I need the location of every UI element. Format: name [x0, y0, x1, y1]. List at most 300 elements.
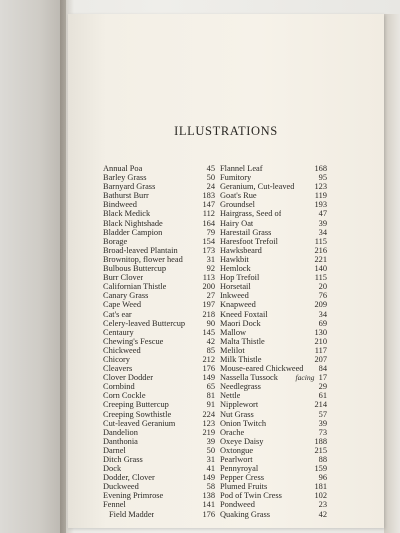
entry-page-number [314, 355, 327, 364]
list-item [103, 246, 215, 255]
book-page [68, 14, 384, 528]
page-number: 145 [202, 327, 215, 337]
entry-page-number [319, 473, 327, 482]
entry-name: Oxtongue [220, 445, 254, 455]
list-item [220, 491, 327, 500]
list-item [220, 419, 327, 428]
entry-name: Burr Clover [103, 273, 144, 283]
list-item [103, 510, 215, 519]
entry-name: Cornbind [103, 382, 135, 392]
entry-name: Knapweed [220, 300, 256, 310]
entry-page-number [314, 491, 327, 500]
entry-page-number [314, 400, 327, 409]
page-number: 154 [202, 236, 215, 246]
entry-page-number [315, 191, 327, 200]
page-number: 73 [318, 427, 327, 437]
page-number: 20 [318, 282, 327, 292]
entry-page-number [319, 209, 327, 218]
entry-name: Cape Weed [103, 300, 142, 310]
list-item [103, 300, 215, 309]
entry-name: Clover Dodder [103, 373, 154, 383]
list-item [103, 410, 215, 419]
entry-page-number [319, 319, 327, 328]
list-item [103, 319, 215, 328]
list-item [220, 391, 327, 400]
list-item [103, 291, 215, 300]
page-number: 91 [206, 400, 215, 410]
entry-name: Ditch Grass [103, 455, 143, 464]
entry-name: Nipplewort [220, 400, 259, 410]
entry-name: Bulbous Buttercup [103, 264, 167, 274]
list-item [103, 428, 215, 437]
entry-name: Mallow [220, 327, 247, 337]
entry-name: Pondweed [220, 500, 255, 510]
list-item [103, 491, 215, 500]
page-number: 209 [314, 300, 327, 310]
entry-name: Corn Cockle [103, 391, 146, 401]
page-number: 141 [202, 500, 215, 510]
entry-page-number [314, 464, 327, 473]
list-item [220, 182, 327, 191]
book-cover-edge [384, 14, 400, 533]
entry-page-number [202, 300, 215, 309]
entry-page-number [319, 382, 327, 391]
entry-page-number [319, 364, 327, 373]
list-item [103, 455, 215, 464]
list-item [220, 346, 327, 355]
entry-page-number [202, 246, 215, 255]
page-number: 61 [318, 391, 327, 401]
list-item [220, 455, 327, 464]
entry-page-number [202, 510, 215, 519]
list-item [103, 310, 215, 319]
list-item [220, 446, 327, 455]
list-item [103, 219, 215, 228]
entry-name: Annual Poa [103, 164, 143, 173]
entry-page-number [314, 246, 327, 255]
list-item [103, 337, 215, 346]
entry-name: Hemlock [220, 264, 251, 274]
entry-page-number [202, 328, 215, 337]
entry-page-number [207, 255, 215, 264]
entry-page-number [207, 482, 215, 491]
entry-page-number [207, 346, 215, 355]
page-number: 197 [202, 300, 215, 310]
list-item [220, 273, 327, 282]
list-item [220, 264, 327, 273]
page-number: 219 [202, 427, 215, 437]
entry-name: Plumed Fruits [220, 482, 268, 492]
entry-page-number [207, 455, 215, 464]
page-number: 214 [314, 400, 327, 410]
list-item [103, 482, 215, 491]
list-item [103, 164, 215, 173]
entry-page-number [319, 219, 327, 228]
page-number: 39 [318, 418, 327, 428]
list-item [103, 237, 215, 246]
entry-page-number [314, 182, 327, 191]
entry-name: Kneed Foxtail [220, 309, 268, 319]
page-number: 58 [206, 482, 215, 492]
entry-page-number [314, 255, 327, 264]
entry-page-number [207, 382, 215, 391]
page-number: 90 [206, 318, 215, 328]
entry-page-number [207, 182, 215, 191]
entry-page-number [207, 400, 215, 409]
entry-name: Goat's Rue [220, 191, 257, 201]
list-item [103, 446, 215, 455]
entry-page-number [203, 273, 215, 282]
page-number: 34 [318, 309, 327, 319]
page-number: 47 [318, 209, 327, 219]
entry-name: Californian Thistle [103, 282, 167, 292]
page-number: 149 [202, 373, 215, 383]
entry-page-number [315, 346, 327, 355]
entry-name: Brownitop, flower head [103, 254, 183, 264]
facing-page-edge [0, 0, 66, 533]
list-item [220, 319, 327, 328]
entry-page-number [207, 337, 215, 346]
page-number: 42 [206, 336, 215, 346]
entry-page-number [314, 328, 327, 337]
entry-name: Mouse-eared Chickweed [220, 364, 304, 374]
entry-page-number [319, 310, 327, 319]
entry-page-number [207, 164, 215, 173]
entry-name: Melilot [220, 345, 245, 355]
list-item [220, 255, 327, 264]
page-number: 79 [206, 227, 215, 237]
page-number: 39 [206, 436, 215, 446]
list-item [103, 273, 215, 282]
entry-page-number [319, 228, 327, 237]
entry-name: Hawkbit [220, 254, 249, 264]
entry-name: Groundsel [220, 200, 255, 210]
entry-page-number [207, 446, 215, 455]
entry-page-number [207, 291, 215, 300]
entry-page-number [202, 500, 215, 509]
list-item [220, 482, 327, 491]
illustrations-list-right [220, 164, 327, 519]
entry-name: Flannel Leaf [220, 164, 263, 173]
list-item [103, 200, 215, 209]
page-number: 218 [202, 309, 215, 319]
entry-name: Celery-leaved Buttercup [103, 318, 186, 328]
entry-name: Creeping Sowthistle [103, 409, 172, 419]
entry-name: Onion Twitch [220, 418, 267, 428]
list-item [103, 473, 215, 482]
entry-name: Hop Trefoil [220, 273, 260, 283]
list-item [220, 282, 327, 291]
page-number: 138 [202, 491, 215, 501]
entry-page-number [202, 410, 215, 419]
page-number: 113 [202, 273, 215, 283]
entry-page-number [314, 200, 327, 209]
entry-name: Maori Dock [220, 318, 261, 328]
entry-name: Bindweed [103, 200, 137, 210]
page-number: 17 [318, 373, 327, 383]
entry-name: Hairgrass, Seed of [220, 209, 282, 219]
entry-name: Creeping Buttercup [103, 400, 169, 410]
page-number: 27 [206, 291, 215, 301]
list-item [220, 300, 327, 309]
entry-name: Inkweed [220, 291, 249, 301]
entry-page-number [202, 191, 215, 200]
page-number: 112 [202, 209, 215, 219]
entry-page-number [207, 264, 215, 273]
entry-page-number [202, 373, 215, 382]
entry-name: Barnyard Grass [103, 182, 156, 192]
entry-name: Nassella Tussock [220, 373, 278, 383]
entry-page-number [207, 391, 215, 400]
page-number: 92 [206, 264, 215, 274]
entry-page-number [319, 282, 327, 291]
page-number: 50 [206, 445, 215, 455]
entry-page-number [202, 428, 215, 437]
entry-name: Black Medick [103, 209, 151, 219]
page-number: 117 [314, 345, 327, 355]
page-number: 115 [314, 236, 327, 246]
list-item [103, 282, 215, 291]
entry-name: Black Nightshade [103, 218, 163, 228]
page-number: 159 [314, 464, 327, 474]
page-number: 88 [318, 455, 327, 464]
entry-name: Hawksbeard [220, 245, 262, 255]
entry-name: Borage [103, 236, 128, 246]
entry-name: Chewing's Fescue [103, 336, 164, 346]
page-number: 149 [202, 473, 215, 483]
list-item [103, 255, 215, 264]
entry-page-number [202, 237, 215, 246]
entry-page-number [319, 500, 327, 509]
entry-page-number [315, 273, 327, 282]
entry-page-number [319, 291, 327, 300]
list-item [103, 419, 215, 428]
page-number: 164 [202, 218, 215, 228]
page-number: 200 [202, 282, 215, 292]
entry-page-number [319, 455, 327, 464]
list-item [220, 355, 327, 364]
entry-page-number [207, 228, 215, 237]
list-item [220, 373, 327, 382]
page-number: 210 [314, 336, 327, 346]
page-title: ILLUSTRATIONS [174, 124, 278, 138]
list-item [103, 373, 215, 382]
entry-page-number [295, 373, 327, 382]
illustrations-list-left [103, 164, 215, 519]
page-number: 176 [202, 364, 215, 374]
entry-page-number [202, 419, 215, 428]
entry-name: Nettle [220, 391, 241, 401]
entry-page-number [202, 473, 215, 482]
entry-name: Barley Grass [103, 173, 147, 183]
entry-name: Dock [103, 464, 122, 474]
page-number: 39 [318, 218, 327, 228]
list-item [103, 437, 215, 446]
list-item [103, 364, 215, 373]
entry-name: Duckweed [103, 482, 139, 492]
entry-page-number [202, 310, 215, 319]
entry-name: Field Madder [109, 509, 155, 519]
facing-note: facing [295, 373, 315, 383]
page-number: 224 [202, 409, 215, 419]
entry-page-number [207, 173, 215, 182]
entry-page-number [319, 173, 327, 182]
page-number: 65 [206, 382, 215, 392]
list-item [220, 173, 327, 182]
page-number: 183 [202, 191, 215, 201]
list-item [220, 209, 327, 218]
entry-page-number [202, 355, 215, 364]
page-number: 207 [314, 354, 327, 364]
entry-name: Oxeye Daisy [220, 436, 264, 446]
entry-page-number [207, 437, 215, 446]
page-number: 123 [202, 418, 215, 428]
list-item [220, 473, 327, 482]
list-item [220, 291, 327, 300]
entry-name: Nut Grass [220, 409, 254, 419]
page-number: 221 [314, 254, 327, 264]
entry-page-number [203, 209, 215, 218]
entry-page-number [202, 491, 215, 500]
entry-name: Quaking Grass [220, 509, 271, 519]
list-item [103, 382, 215, 391]
entry-page-number [207, 319, 215, 328]
entry-page-number [202, 364, 215, 373]
list-item [220, 228, 327, 237]
list-item [103, 400, 215, 409]
page-number: 130 [314, 327, 327, 337]
page-number: 29 [318, 382, 327, 392]
entry-name: Evening Primrose [103, 491, 164, 501]
page-number: 24 [206, 182, 215, 192]
list-item [103, 209, 215, 218]
page-number: 216 [314, 245, 327, 255]
entry-page-number [202, 282, 215, 291]
entry-page-number [314, 300, 327, 309]
list-item [220, 200, 327, 209]
entry-name: Geranium, Cut-leaved [220, 182, 295, 192]
page-number: 95 [318, 173, 327, 183]
page-number: 123 [314, 182, 327, 192]
list-item [220, 310, 327, 319]
entry-name: Bathurst Burr [103, 191, 149, 201]
page-number: 69 [318, 318, 327, 328]
entry-name: Chickweed [103, 345, 141, 355]
page-number: 42 [318, 509, 327, 519]
list-item [220, 437, 327, 446]
entry-name: Canary Grass [103, 291, 149, 301]
entry-name: Pod of Twin Cress [220, 491, 282, 501]
entry-name: Hairy Oat [220, 218, 254, 228]
entry-name: Centaury [103, 327, 134, 337]
entry-name: Pearlwort [220, 455, 253, 464]
entry-page-number [314, 437, 327, 446]
entry-page-number [319, 428, 327, 437]
entry-name: Dodder, Clover [103, 473, 155, 483]
page-number: 119 [314, 191, 327, 201]
list-item [220, 328, 327, 337]
page-number: 102 [314, 491, 327, 501]
list-item [103, 355, 215, 364]
list-item [220, 246, 327, 255]
entry-name: Darnel [103, 445, 126, 455]
list-item [103, 191, 215, 200]
list-item [220, 382, 327, 391]
list-item [103, 182, 215, 191]
entry-name: Dandelion [103, 427, 138, 437]
entry-page-number [319, 410, 327, 419]
page-number: 193 [314, 200, 327, 210]
entry-name: Pennyroyal [220, 464, 259, 474]
entry-name: Fumitory [220, 173, 252, 183]
page-number: 81 [206, 391, 215, 401]
entry-name: Cleavers [103, 364, 133, 374]
entry-name: Danthonia [103, 436, 138, 446]
list-item [220, 219, 327, 228]
page-number: 84 [318, 364, 327, 374]
list-item [103, 173, 215, 182]
list-item [103, 346, 215, 355]
entry-name: Chicory [103, 354, 130, 364]
page-number: 85 [206, 345, 215, 355]
entry-name: Broad-leaved Plantain [103, 245, 178, 255]
list-item [220, 464, 327, 473]
list-item [103, 464, 215, 473]
list-item [220, 164, 327, 173]
list-item [220, 237, 327, 246]
entry-page-number [314, 264, 327, 273]
page-number: 31 [206, 254, 215, 264]
entry-page-number [202, 219, 215, 228]
entry-name: Cat's ear [103, 309, 132, 319]
entry-page-number [319, 391, 327, 400]
entry-page-number [314, 337, 327, 346]
list-item [220, 400, 327, 409]
list-item [220, 410, 327, 419]
list-item [103, 328, 215, 337]
page-number: 31 [206, 455, 215, 464]
page-number: 168 [314, 164, 327, 173]
page-number: 76 [318, 291, 327, 301]
entry-page-number [319, 510, 327, 519]
page-number: 215 [314, 445, 327, 455]
entry-page-number [319, 419, 327, 428]
page-number: 34 [318, 227, 327, 237]
page-number: 50 [206, 173, 215, 183]
entry-name: Milk Thistle [220, 354, 262, 364]
entry-name: Bladder Campion [103, 227, 163, 237]
list-item [103, 391, 215, 400]
page-number: 41 [206, 464, 215, 474]
entry-name: Needlegrass [220, 382, 261, 392]
page-number: 140 [314, 264, 327, 274]
entry-page-number [202, 200, 215, 209]
page-number: 181 [314, 482, 327, 492]
entry-name: Horsetail [220, 282, 251, 292]
list-item [220, 191, 327, 200]
page-number: 212 [202, 354, 215, 364]
entry-page-number [314, 164, 327, 173]
entry-name: Malta Thistle [220, 336, 265, 346]
entry-name: Haresfoot Trefoil [220, 236, 278, 246]
entry-page-number [315, 237, 327, 246]
entry-name: Harestail Grass [220, 227, 272, 237]
page-number: 45 [206, 164, 215, 173]
page-number: 115 [314, 273, 327, 283]
list-item [220, 500, 327, 509]
entry-name: Pepper Cress [220, 473, 264, 483]
list-item [103, 228, 215, 237]
